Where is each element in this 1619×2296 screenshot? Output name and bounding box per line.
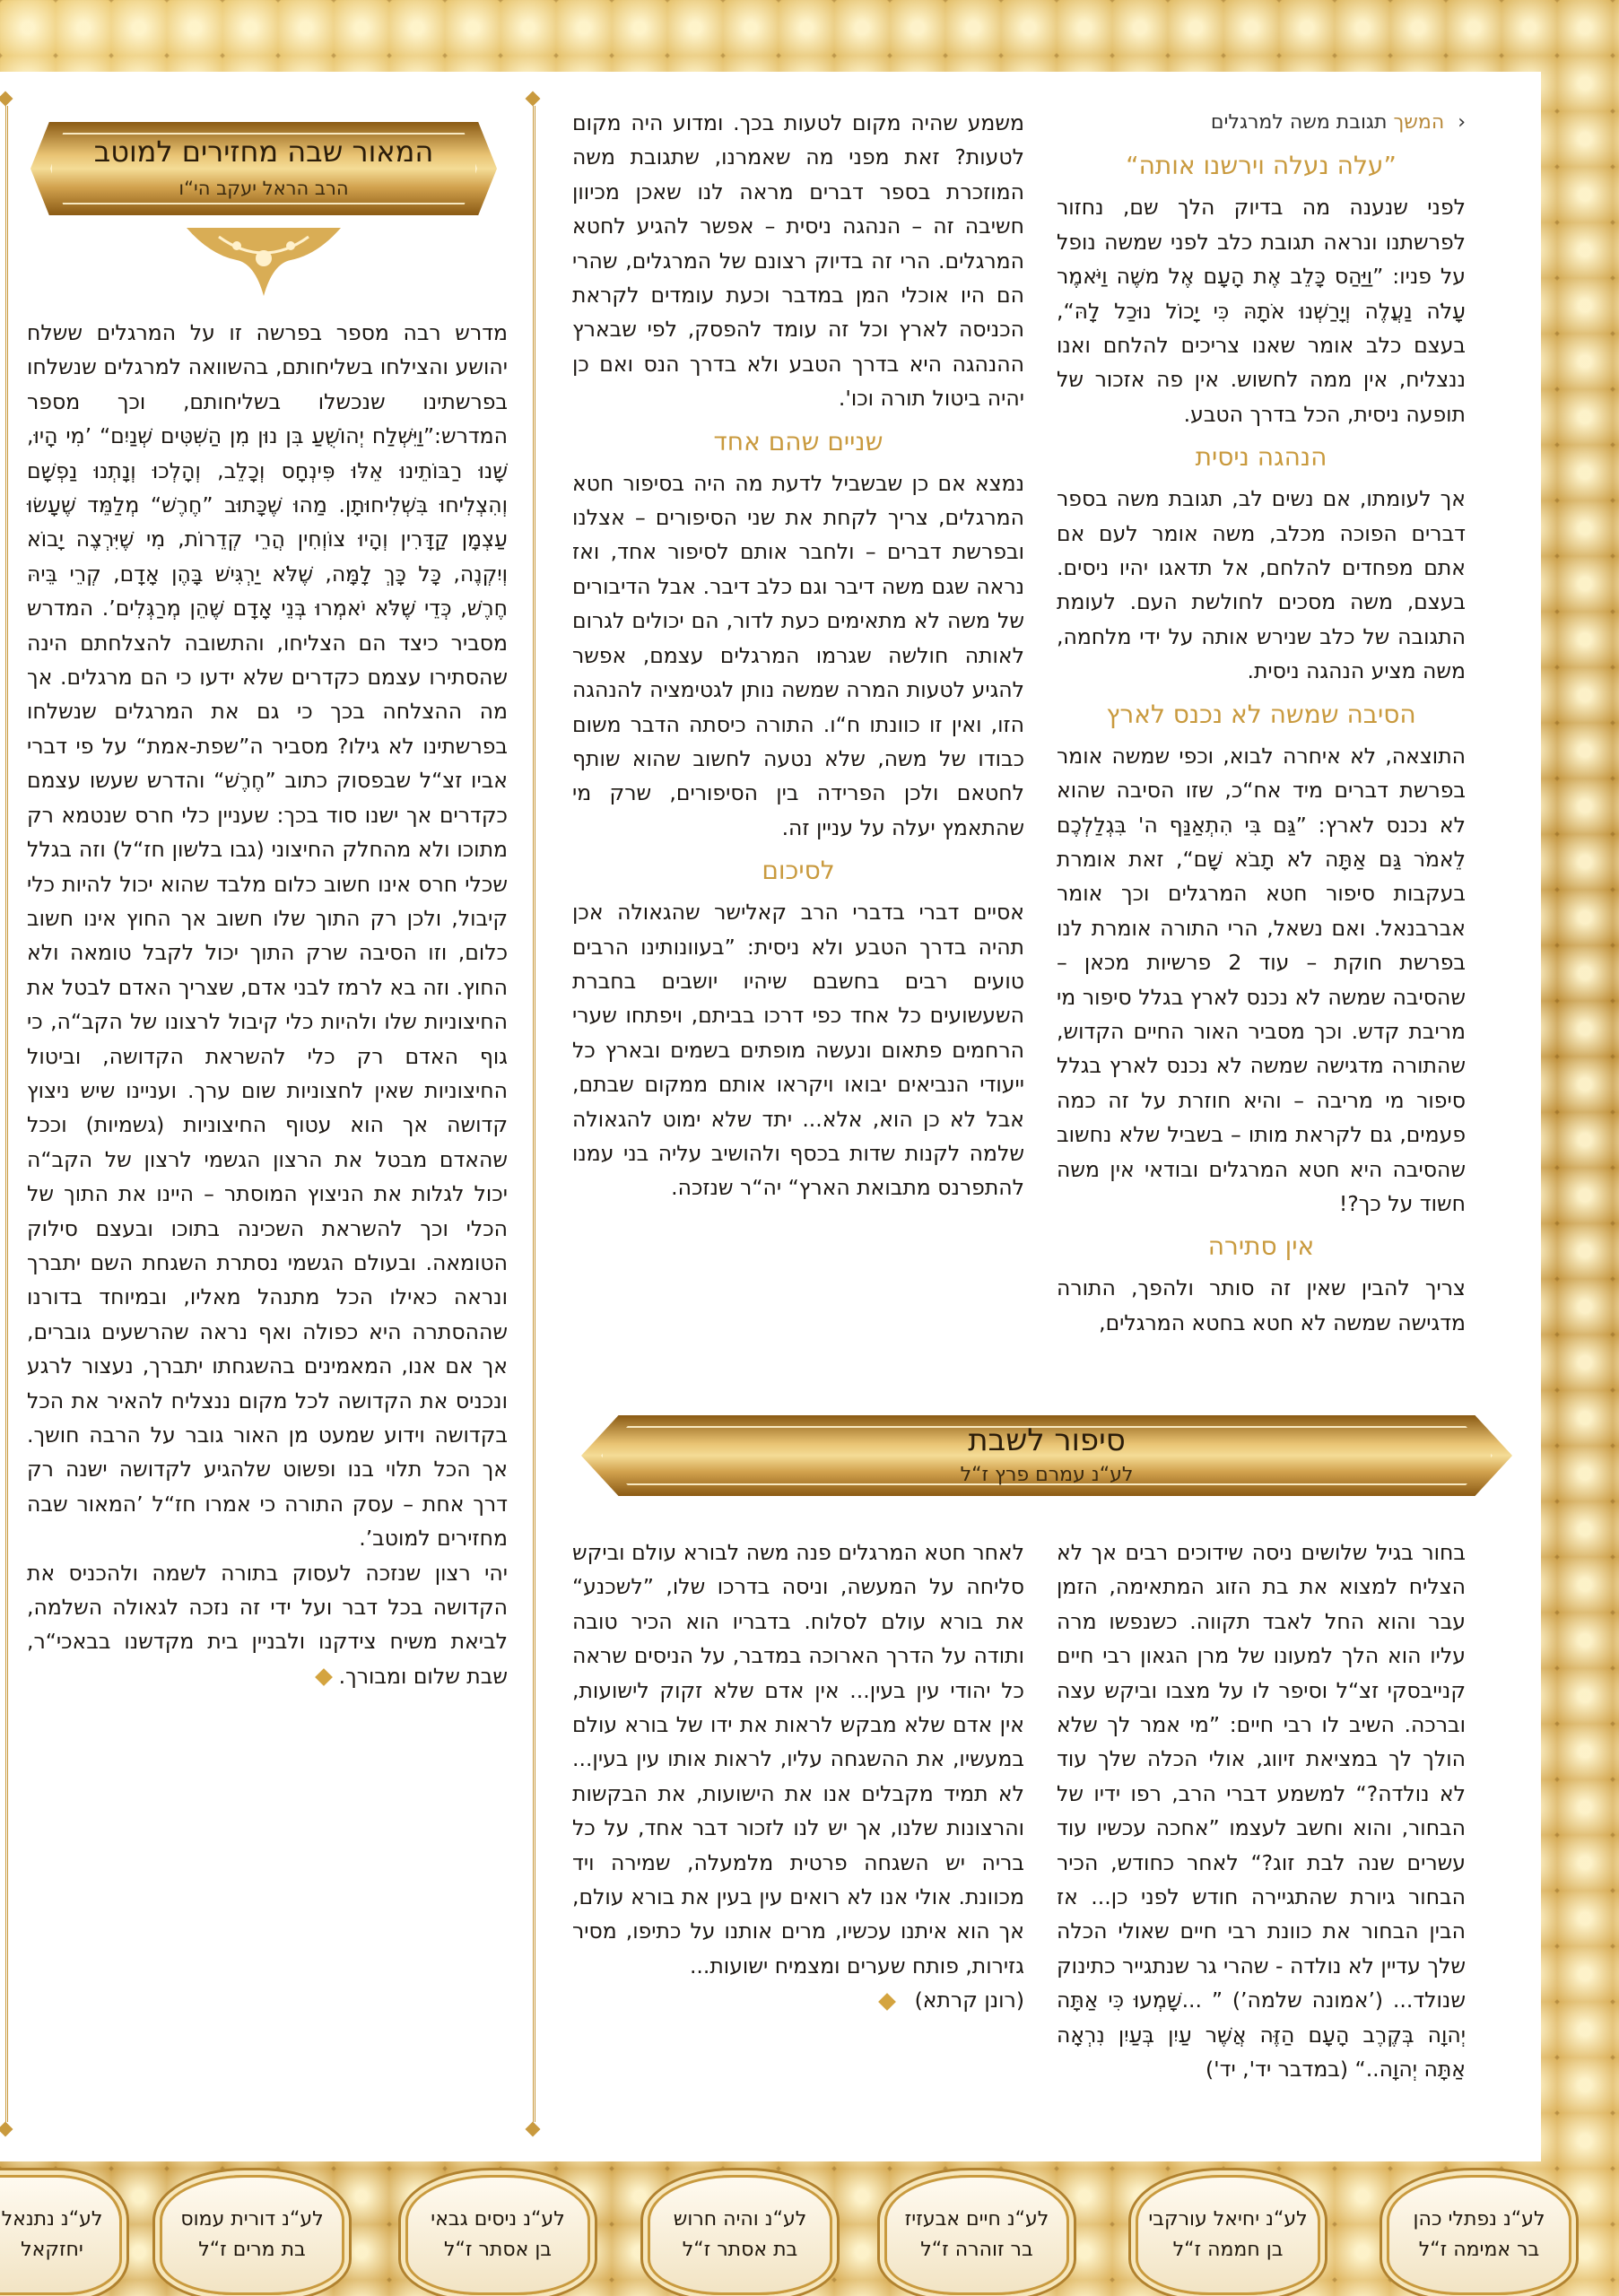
left-banner <box>30 106 497 231</box>
paragraph: נמצא אם כן שבשביל לדעת מה היה בסיפור חטא המרגלים, צריך לקחת את שני הסיפורים – אצלנו ובפרשת דברים – ולחבר אותם לסיפור אחד, ואז נראה שגם משה דיבר וגם כלב דיבר. אבל הדיבורים של משה לא מתאימים כעת לדור, הם יכולים לגרום לאותה חולשה שגרמו המרגלים עצמם, אפשר להגיע לטעות המרה שמשה נותן לגטימציה להנהגה הזו, ואין זו כוונתו ח“ו. התורה כיסתה הדבר משום כבודו של משה, שלא נטעה לחשוב שהוא שותף לחטאם ולכן הפרידה בין הסיפורים, שרק מי שהתאמץ יעלה על עניין זה. <box>572 470 1024 840</box>
banner-author: הרב הראל יעקב הי“ו <box>178 178 349 199</box>
memorial-plaque <box>1136 2175 1320 2295</box>
memorial-plaque <box>1387 2175 1571 2295</box>
memorial-plaque <box>884 2175 1069 2295</box>
story-banner-title: סיפור לשבת <box>968 1422 1126 1458</box>
story-right-column <box>1057 1535 1466 2087</box>
middle-column <box>572 106 1024 1205</box>
memorial-name: לע“נ והיה חרוש <box>673 2208 807 2231</box>
paragraph: אך לעומתו, אם נשים לב, תגובת משה בספר דברים הפוכה מכלב, משה אומר לעם אם אתם מפחדים להלחם, אל תדאגו יהיו ניסים. בעצם, משה מסכים לחולשת העם. לעומת התגובה של כלב שנירש אותה על ידי מלחמה, משה מציע הנהגה ניסית. <box>1057 486 1466 684</box>
memorial-name: לע“נ דורית עמוס <box>180 2208 324 2231</box>
story-signature-line <box>572 1983 1024 2017</box>
right-column <box>1057 106 1466 1340</box>
continued-label: תגובת משה למרגלים <box>1210 111 1388 134</box>
paragraph: משמע שהיה מקום לטעות בכך. ומדוע היה מקום לטעות? זאת מפני מה שאמרנו, שתגובת משה המוזכרת בספר דברים מראה לנו שאכן מכיוון חשיבה זה – הנהגה ניסית – אפשר להגיע לחטא המרגלים. הרי זה בדיוק רצונם של המרגלים, שהרי הם היו אוכלי המן במדבר וכעת עומדים לקראת הכניסה לארץ וכל זה עומד להפסק, לפי שבארץ ההנהגה היא בדרך הטבע ולא בדרך הנס ואם כן יהיה ביטול תורה וכו'. <box>572 110 1024 412</box>
memorial-plaque <box>405 2175 590 2295</box>
memorial-lineage: בר זוהרה ז“ל <box>920 2239 1033 2261</box>
ornament-icon <box>183 224 344 300</box>
memorial-name: לע“נ יחיאל עורקבי <box>1148 2208 1308 2231</box>
memorial-lineage: בת מרים ז“ל <box>198 2239 306 2261</box>
memorial-lineage: בן אסתר ז“ל <box>443 2239 553 2261</box>
column-divider <box>5 106 8 2122</box>
paragraph: לפני שנענה מה בדיוק הלך שם, נחזור לפרשתנו ונראה תגובת כלב לפני שמשה נופל על פניו: ”וַיַּהַס כָּלֵב אֶת הָעָם אֶל משֶׁה וַיֹּאמֶר עָלֹה נַעֲלֶה וְיָרַשְׁנוּ אֹתָהּ כִּי יָכוֹל נוּכַל לָהּ“, בעצם כלב אומר שאנו צריכים להלחם ואנו ננצליח, אין ממה לחשוש. אין פה אזכור של תופעה ניסית, הכל בדרך הטבע. <box>1057 195 1466 427</box>
continue-arrow-icon: ‹ <box>1458 111 1466 134</box>
story-paragraph: לאחר חטא המרגלים פנה משה לבורא עולם וביקש סליחה על המעשה, וניסה בדרכו שלו, ”לשכנע“ את בורא עולם לסלוח. בדבריו הוא הכיר טובה ותודה על הדרך הארוכה במדבר, על הניסים שראה כל יהודי עין בעין... אין אדם שלא זקוק לישועות, אין אדם שלא מבקש לראות את ידו של בורא עולם במעשיו, את ההשגחה עליו, לראות אותו עין בעין... לא תמיד מקבלים אנו את הישועות, את הבקשות והרצונות שלנו, אך יש לנו לזכור דבר אחד, על כל בריה יש השגחה פרטית מלמעלה, שמירה ויד מכוונת. אולי אנו לא רואים עין בעין את בורא עולם, אך הוא איתנו עכשיו, מרים אותנו על כתיפו, מסיר גזירות, פותח שערים ומצמיח ישועות... <box>572 1540 1024 1979</box>
article-closing <box>27 1556 508 1694</box>
banner-title: המאור שבה מחזירים למוטב <box>93 135 434 169</box>
memorial-lineage: יחזקאל <box>21 2239 83 2261</box>
article-body: מדרש רבה מספר בפרשה זו על המרגלים ששלח יהושע והצילחו בשליחותם, בהשוואה למרגלים שנשלחו בפרשתינו שנכשלו בשליחותם, וכך מספר המדרש:”וַיִּשְׁלַח יְהוֹשֻׁעַ בִּן נוּן מִן הַשִּׁטִּים שְׁנַיִם“ ’מִי הָיוּ, שָׁנוּ רַבּוֹתֵינוּ אֵלּוּ פִּינְחָס וְכָלֵב, וְהָלְכוּ וְנָתְנוּ נַפְשָׁם וְהִצְלִיחוּ בִּשְׁלִיחוּתָן. מַהוּ שֶׁכָּתוּב ”חֶרֶשׁ“ מְלַמֵּד שֶׁעָשׂוּ עַצְמָן קַדָּרִין וְהָיוּ צוֹוְחִין הֲרֵי קְדֵרוֹת, מִי שֶׁיִּרְצֶה יָבוֹא וְיִקְנֶה, כָּל כָּךְ לָמָּה, שֶׁלֹּא יַרְגִּישׁ בָּהֶן אָדָם, קְרֵי בֵּיהּ חֶרֶשׁ, כְּדֵי שֶׁלֹּא יֹאמְרוּ בְּנֵי אָדָם שֶׁהֵן מְרַגְּלִים’. המדרש מסביר כיצד הם הצליחו, והתשובה להצלחתם הינה שהסתירו עצמם כקדרים שלא ידעו כי הם מרגלים. אך מה ההצלחה בכך כי גם את המרגלים שנשלחו בפרשתינו לא גילו? מסביר ה”שפת-אמת“ על פי דברי אביו זצ“ל שבפסוק כתוב ”חֶרֶשׁ“ והדרש שעשו עצמם כקדרים אך ישנו סוד בכך: שעניין כלי חרס שנטמא רק מתוכו ולא מהחלק החיצוני (גבו בלשון חז“ל) וזה בגלל שכלי חרס אינו חשוב כלום מלבד שהוא יכול להיות כלי קיבול, ולכן רק התוך שלו חשוב אך החוץ אינו חשוב כלום, וזו הסיבה שרק התוך יכול לקבל טומאה ולא החוץ. וזה בא לרמז לבני אדם, שצריך האדם לבטל את החיצוניות שלו ולהיות כלי קיבול לרצונו של הקב“ה, כי גוף האדם רק כלי להשראת הקדושה, וביטול החיצוניות שאין לחצוניות שום ערך. ועניינו שיש ניצוץ קדושה אך הוא עטוף החיצוניות (גשמיות) וככל שהאדם מבטל את הרצון הגשמי לרצון של הקב“ה יכול לגלות את הניצוץ המוסתר – היינו את התוך של הכלי וכך להשראת השכינה בתוכו ובעצם סילוק הטומאה. ובעולם הגשמי נסתרת השגחת השם יתברך ונראה כאילו הכל מתנהל מאליו, ובמיוחד בדורנו שההסתרה היא כפולה ואף נראה שהרשעים גוברים, אך אם אנו, המאמינים בהשגחתו יתברך, נעצור לרגע ונכניס את הקדושה לכל מקום ננצליח להאיר את הכל בקדושה וידוע שמעט מן האור גובר על הרבה חושך. אך הכל תלוי בנו ופשוט שלהגיע לקדושה ישנה רק דרך אחת – עסק התורה כי אמרו חז“ל ’המאור שבה מחזירים למוטב’. <box>27 320 508 1552</box>
memorial-plaque <box>160 2175 344 2295</box>
section-heading: אין סתירה <box>1207 1231 1315 1262</box>
memorial-name: לע“נ נפתלי כהן <box>1413 2208 1545 2231</box>
memorial-plaque <box>0 2175 122 2295</box>
section-heading: הסיבה שמשה לא נכנס לארץ <box>1106 699 1416 729</box>
continued-header <box>1057 106 1466 140</box>
memorial-lineage: בת אסתר ז“ל <box>682 2239 798 2261</box>
section-heading: הנהגה ניסית <box>1195 442 1327 473</box>
left-column <box>27 316 508 1693</box>
paragraph: אסיים דברי בדברי הרב קאלישר שהגאולה אכן תהיה בדרך הטבע ולא ניסית: ”בעוונותינו הרבים טועים רבים בחשבם שיהיו יושבים בחברת השעשועים כל אחד כפי דרכו בביתם, ויפתחו שערי הרחמים פתאום ונעשה מופתים בשמים ובארץ כל ייעודי הנביאים יבואו ויקראו אותם ממקום שבתם, אבל לא כן הוא, אלא... יתד שלא ימוט להגאולה שלמה לקנות שדות בכסף ולהושיב עליה בני עמנו להתפרנס מתבואת הארץ“ יה“ר שנזכה. <box>572 900 1024 1201</box>
end-diamond-icon <box>878 1993 896 2011</box>
memorial-lineage: בר אמימה ז“ל <box>1418 2239 1540 2261</box>
story-banner-author: לע“נ עמרם פרץ ז“ל <box>960 1464 1134 1486</box>
story-paragraph: בחור בגיל שלושים ניסה שידוכים רבים אך לא הצליח למצוא את בת הזוג המתאימה, הזמן עבר והוא החל לאבד תקווה. כשנפשו מרה עליו הוא הלך למעונו של מרן הגאון רבי חיים קנייבסקי זצ“ל וסיפר לו על מצבו וביקש עצה וברכה. השיב לו רבי חיים: ”מי אמר לך שלא הולך לך במציאת זיווג, אולי הכלה שלך עוד לא נולדה?“ למשמע דברי הרב, רפו ידיו של הבחור, והוא וחשב לעצמו ”אחכה עכשיו עוד עשרים שנה לבת זוג?“ לאחר כחודש, הכיר הבחור גיורת שהתגיירה חודש לפני כן... אז הבין הבחור את כוונת רבי חיים שאולי הכלה שלך עדיין לא נולדה - שהרי גר שנתגייר כתינוק שנולד... (’אמונה שלמה’) ” ...שָׁמְעוּ כִּי אַתָּה יְהוָה בְּקֶרֶב הָעָם הַזֶּה אֲשֶׁר עַיִן בְּעַיִן נִרְאָה אַתָּה יְהוָה..“ (במדבר יד', יד') <box>1057 1540 1466 2083</box>
column-divider <box>533 106 535 2122</box>
section-heading: לסיכום <box>762 856 835 886</box>
memorial-name: לע“נ חיים אבעזיז <box>904 2208 1049 2231</box>
memorial-plaque <box>648 2175 832 2295</box>
closing-text: יהי רצון שנזכה לעסוק בתורה לשמה ולהכניס את הקדושה בכל דבר ועל ידי זה נזכה לגאולה השלמה, לביאת משיח צידקנו ולבניין בית מקדשנו בבאכי“ר, שבת שלום ומבורך. <box>27 1560 508 1689</box>
paragraph: התוצאה, לא איחרה לבוא, וכפי שמשה אומר בפרשת דברים מיד אח“כ, שזו הסיבה שהוא לא נכנס לארץ: ”גַּם בִּי הִתְאַנַּף ה' בִּגְלַלְכֶם לֵאמֹר גַּם אַתָּה לֹא תָבֹא שָׁם“, זאת אומרת בעקבות סיפור חטא המרגלים וכך אומר אברבנאל. ואם נשאל, הרי התורה אומרת לנו בפרשת חוקת – עוד 2 פרשיות מכאן – שהסיבה שמשה לא נכנס לארץ בגלל סיפור מי מריבת קדש. וכך מסביר האור החיים הקדוש, שהתורה מדגישה שמשה לא נכנס לארץ בגלל סיפור מי מריבה – והיא חוזרת על זה כמה פעמים, גם לקראת מותו – בשביל שלא נחשוב שהסיבה היא חטא המרגלים ובודאי אין משה חשוד על כך?! <box>1057 743 1466 1216</box>
story-left-column <box>572 1535 1024 2018</box>
story-banner <box>581 1399 1512 1512</box>
section-heading: שניים שהם אחד <box>713 426 883 457</box>
paragraph: צריך להבין שאין זה סותר ולהפך, התורה מדגישה שמשה לא חטא בחטא המרגלים, <box>1057 1275 1466 1335</box>
section-heading: ”עלה נעלה וירשנו אותה“ <box>1126 151 1397 181</box>
story-signature: (רונן קרתא) <box>914 1987 1024 2013</box>
memorial-name: לע“נ נתנאל <box>1 2208 103 2231</box>
end-diamond-icon <box>315 1668 333 1686</box>
memorial-lineage: בן חממה ז“ל <box>1172 2239 1284 2261</box>
continued-kicker: המשך <box>1393 111 1445 134</box>
memorial-name: לע“נ ניסים גבאי <box>431 2208 565 2231</box>
